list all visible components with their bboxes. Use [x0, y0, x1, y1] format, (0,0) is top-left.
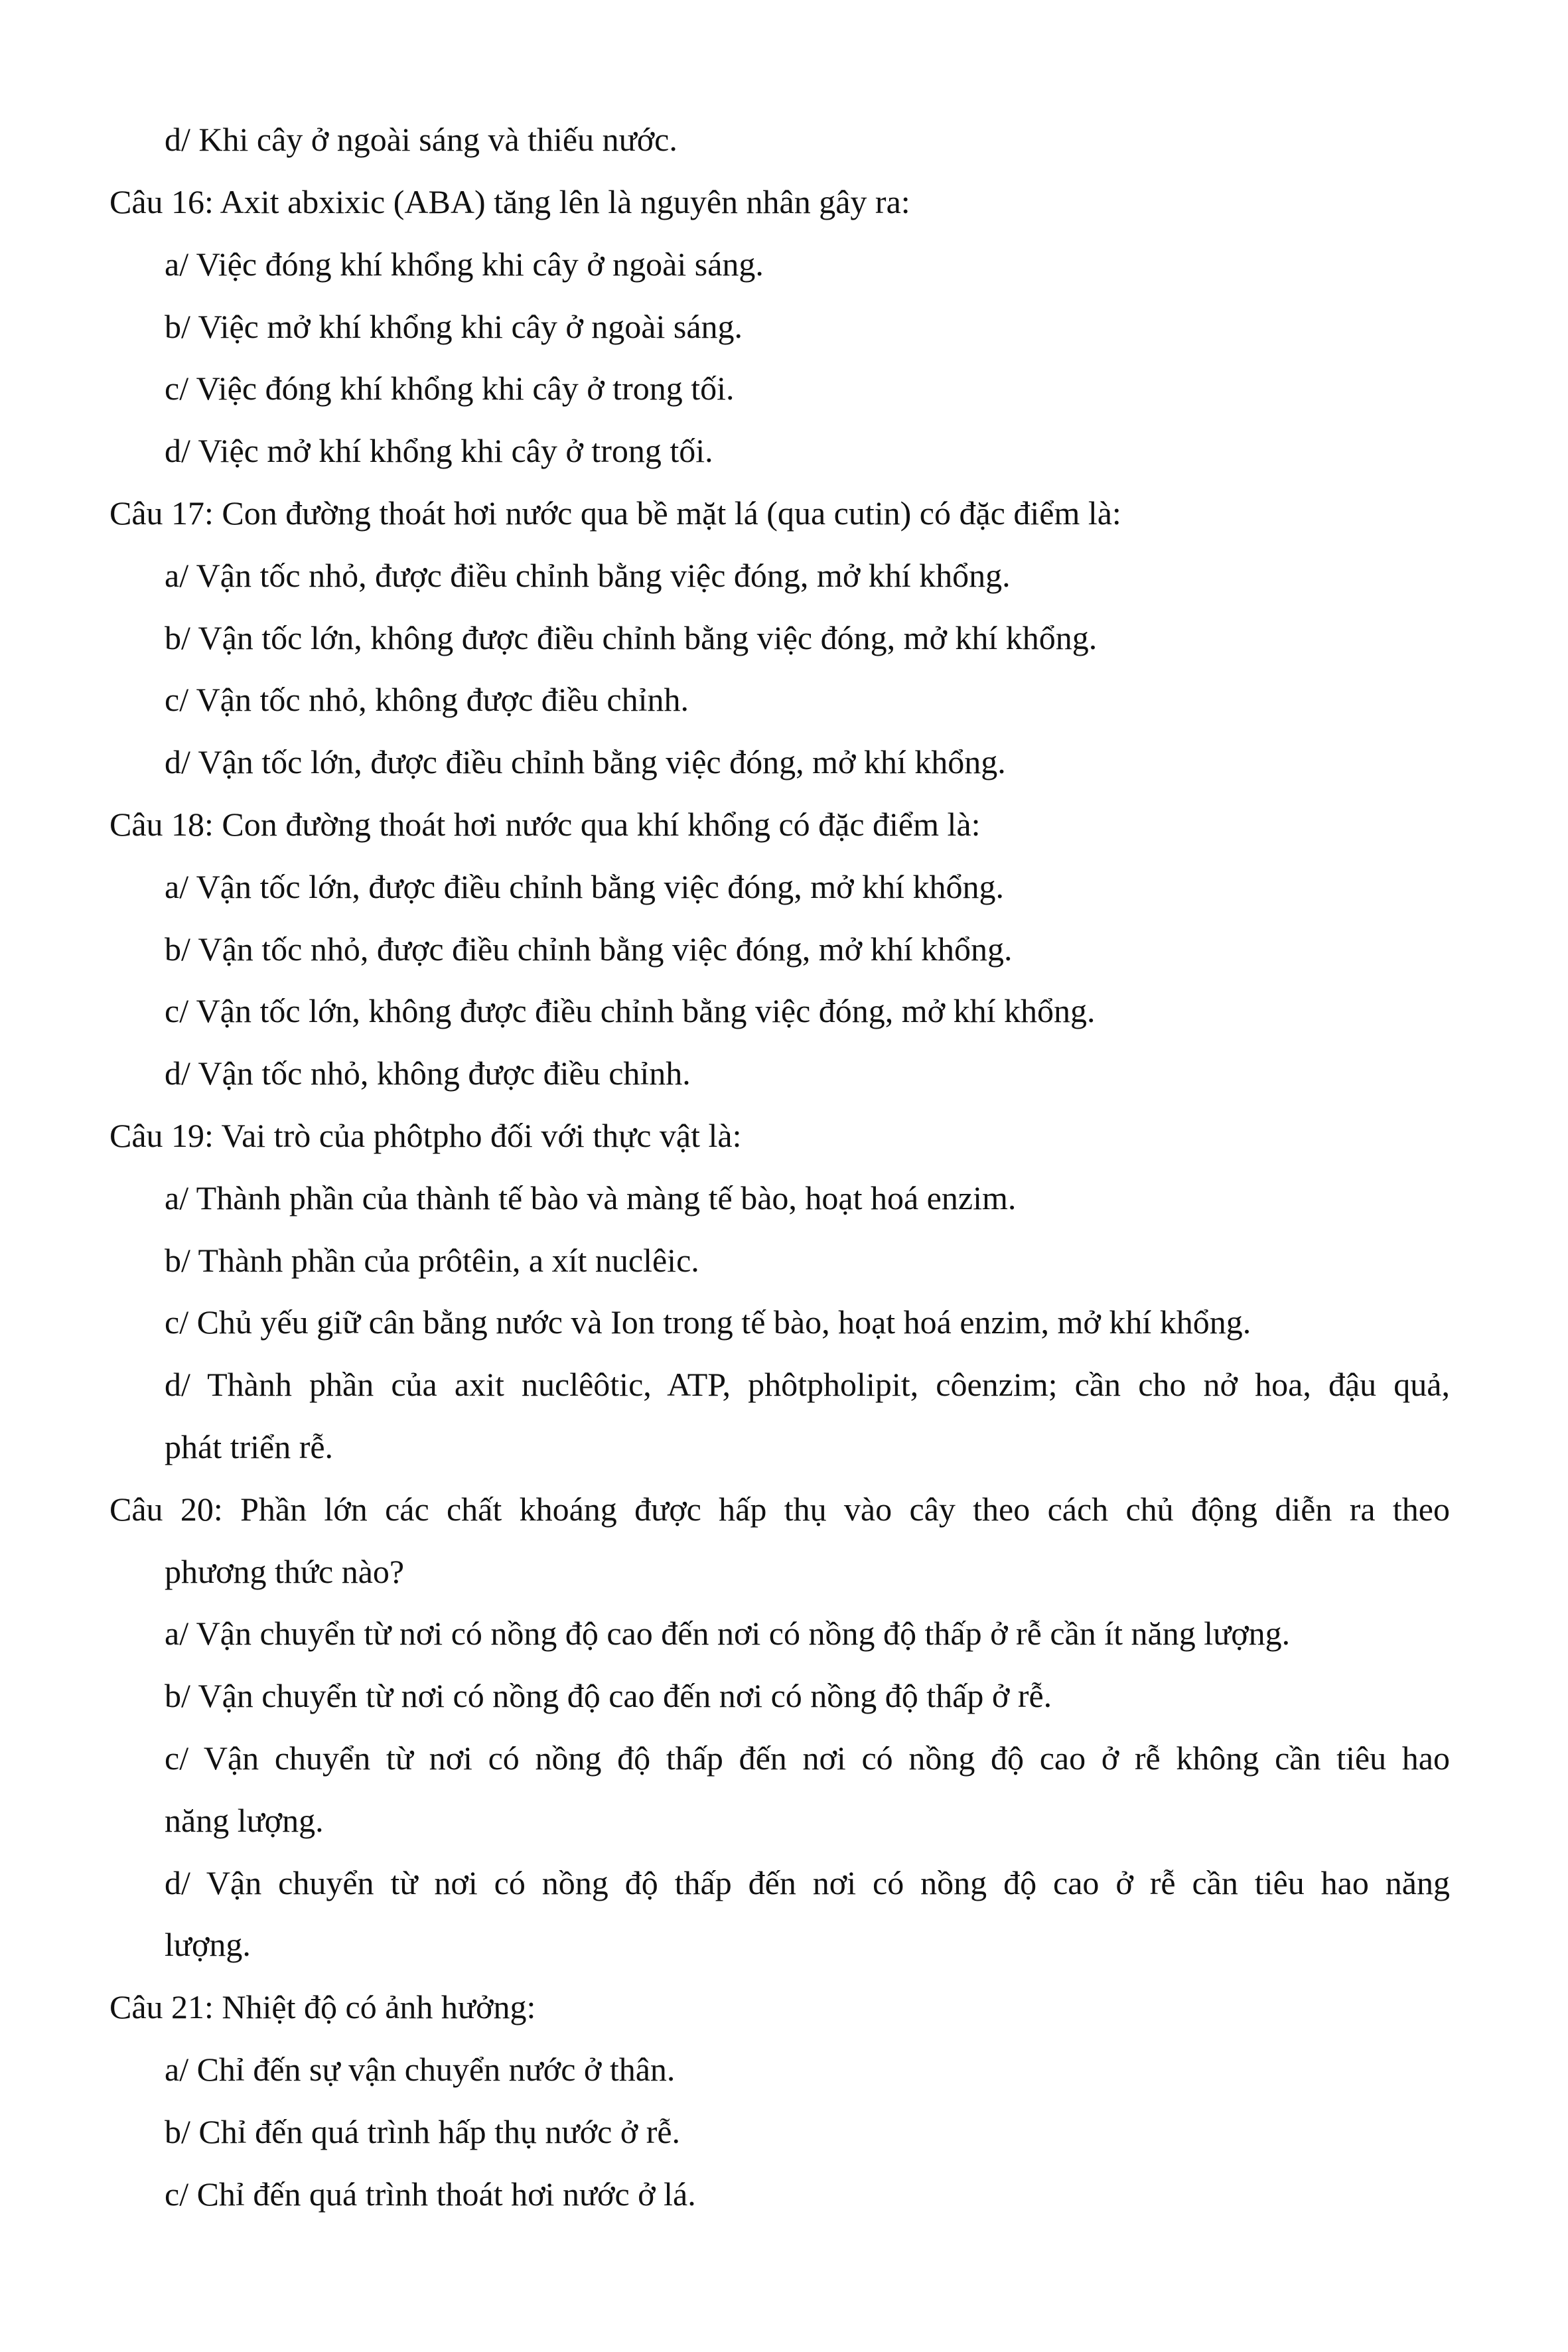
question-19: Câu 19: Vai trò của phôtpho đối với thực vật là: [109, 1117, 742, 1154]
option-16b: b/ Việc mở khí khổng khi cây ở ngoài sáng. [165, 308, 743, 345]
question-20: Câu 20: Phần lớn các chất khoáng được hấp thụ vào cây theo cách chủ động diễn ra theo [109, 1491, 1450, 1528]
option-17d: d/ Vận tốc lớn, được điều chỉnh bằng việc đóng, mở khí khổng. [165, 743, 1006, 780]
option-21b: b/ Chỉ đến quá trình hấp thụ nước ở rễ. [165, 2113, 681, 2150]
option-18c: c/ Vận tốc lớn, không được điều chỉnh bằng việc đóng, mở khí khổng. [165, 992, 1096, 1029]
option-21c: c/ Chỉ đến quá trình thoát hơi nước ở lá. [165, 2175, 696, 2213]
option-20c-continued: năng lượng. [165, 1802, 324, 1839]
option-19d-continued: phát triển rễ. [165, 1428, 334, 1465]
option-16d: d/ Việc mở khí khổng khi cây ở trong tối. [165, 432, 713, 469]
option-19d: d/ Thành phần của axit nuclêôtic, ATP, phôtpholipit, côenzim; cần cho nở hoa, đậu quả, [165, 1366, 1450, 1403]
option-21a: a/ Chỉ đến sự vận chuyển nước ở thân. [165, 2051, 676, 2088]
question-20-continued: phương thức nào? [165, 1553, 405, 1590]
option-17c: c/ Vận tốc nhỏ, không được điều chỉnh. [165, 681, 689, 718]
option-18a: a/ Vận tốc lớn, được điều chỉnh bằng việc đóng, mở khí khổng. [165, 868, 1004, 905]
option-18d: d/ Vận tốc nhỏ, không được điều chỉnh. [165, 1055, 691, 1092]
option-18b: b/ Vận tốc nhỏ, được điều chỉnh bằng việc đóng, mở khí khổng. [165, 930, 1013, 968]
option-20a: a/ Vận chuyển từ nơi có nồng độ cao đến nơi có nồng độ thấp ở rễ cần ít năng lượng. [165, 1615, 1291, 1652]
question-18: Câu 18: Con đường thoát hơi nước qua khí khổng có đặc điểm là: [109, 806, 981, 843]
question-17: Câu 17: Con đường thoát hơi nước qua bề mặt lá (qua cutin) có đặc điểm là: [109, 494, 1121, 532]
option-17a: a/ Vận tốc nhỏ, được điều chỉnh bằng việc đóng, mở khí khổng. [165, 557, 1011, 594]
option-20d: d/ Vận chuyển từ nơi có nồng độ thấp đến nơi có nồng độ cao ở rễ cần tiêu hao năng [165, 1864, 1450, 1901]
option-17b: b/ Vận tốc lớn, không được điều chỉnh bằng việc đóng, mở khí khổng. [165, 619, 1098, 656]
question-21: Câu 21: Nhiệt độ có ảnh hưởng: [109, 1988, 536, 2025]
question-16: Câu 16: Axit abxixic (ABA) tăng lên là nguyên nhân gây ra: [109, 183, 910, 220]
option-20d-continued: lượng. [165, 1926, 251, 1963]
option-19b: b/ Thành phần của prôtêin, a xít nuclêic. [165, 1242, 699, 1279]
option-19a: a/ Thành phần của thành tế bào và màng tế bào, hoạt hoá enzim. [165, 1179, 1017, 1216]
option-15d: d/ Khi cây ở ngoài sáng và thiếu nước. [165, 121, 677, 158]
option-19c: c/ Chủ yếu giữ cân bằng nước và Ion trong tế bào, hoạt hoá enzim, mở khí khổng. [165, 1303, 1251, 1341]
option-16c: c/ Việc đóng khí khổng khi cây ở trong tối. [165, 370, 735, 407]
option-16a: a/ Việc đóng khí khổng khi cây ở ngoài sáng. [165, 246, 764, 283]
option-20b: b/ Vận chuyển từ nơi có nồng độ cao đến nơi có nồng độ thấp ở rễ. [165, 1677, 1052, 1714]
option-20c: c/ Vận chuyển từ nơi có nồng độ thấp đến nơi có nồng độ cao ở rễ không cần tiêu hao [165, 1739, 1450, 1777]
